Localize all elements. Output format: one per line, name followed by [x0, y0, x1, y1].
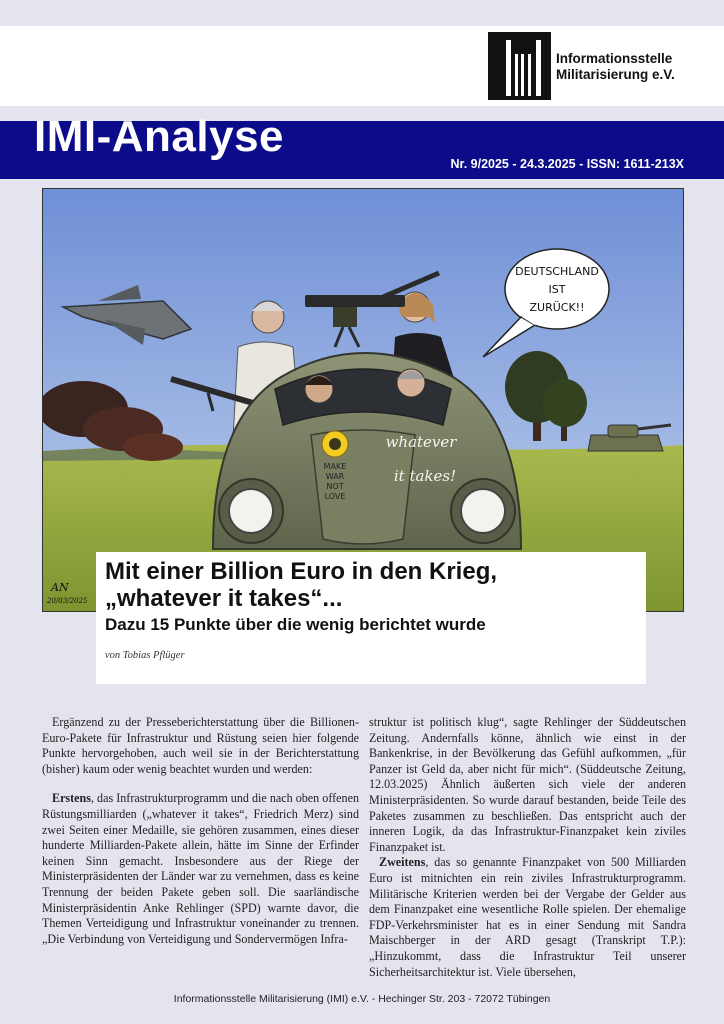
article-title-box [96, 552, 646, 684]
car-slogan-line1: MAKE [323, 462, 347, 471]
car-slogan-line3: NOT [326, 482, 344, 491]
paragraph-continued: struktur ist politisch klug“, sagte Rehlinger der Süddeutschen Zeitung. Andernfalls könne, ähnlich wie einst in der Bankenkrise, in der Bevölkerung das Gefühl aufkommen, „für Panzer ist Geld da, aber nicht für mich“. (Süddeutsche Zeitung, 12.03.2025) Ähnlich äußerten sich viele der anderen Ministerpräsidenten. So wurde darauf bestanden, beide Teile des Paketes zusammen zu beschließen. Das entspricht auch der inneren Logik, da das Infrastruktur-Finanzpaket kein ziviles Finanzpaket ist. [369, 715, 686, 854]
artist-signature-date: 20/03/2025 [47, 597, 88, 605]
car-slogan-line4: LOVE [324, 492, 346, 501]
paragraph-erstens-text: , das Infrastrukturprogramm und die nach oben offenen Rüstungsmilliarden („whatever it takes“, Friedrich Merz) sind zwei Seiten einer Medaille, sie gehören zusammen, eines dieser hunderte Milliarden-Pakete allein, hätte im Sinne der Erfinder keinen Sinn gemacht. Insbesondere aus der Riege der Ministerpräsidenten der Länder war zu vernehmen, dass es keine Trennung der beiden Pakete geben soll. Die saarländische Ministerpräsidentin Anke Rehlinger (SPD) warnte davor, die Themen Verteidigung und Infrastruktur voneinander zu trennen. „Die Verbindung von Verteidigung und Sondervermögen Infra- [42, 791, 359, 946]
series-title: IMI-Analyse [34, 112, 285, 161]
speech-bubble-line3: ZURÜCK!! [529, 301, 585, 314]
car-slogan-line2: WAR [325, 472, 345, 481]
paragraph-zweitens-text: , das so genannte Finanzpaket von 500 Milliarden Euro ist mitnichten ein rein ziviles Infrastrukturprogramm. Militärische Kriterien werden bei der Vergabe der Gelder aus dem Finanzpaket eine wesentliche Rolle spielen. Der ehemalige FDP-Verkehrsminister hat es in einer Sendung mit Sandra Maischberger in der ARD gesagt (Transkript T.P.): „Hinzukommt, dass die Infrastruktur Teil unserer Sicherheitsarchitektur ist. Viele übersehen, [369, 855, 686, 979]
paragraph-intro: Ergänzend zu der Presseberichterstattung über die Billionen-Euro-Pakete für Infrastruktur und Rüstung seien hier folgende Punkte hervorgehoben, auch weil sie in der Berichterstattung (bisher) kaum oder wenig beachtet wurden und werden: [42, 715, 359, 776]
headline-line2: „whatever it takes“... [105, 585, 343, 612]
top-margin-band [0, 0, 724, 26]
paragraph-zweitens-lead: Zweitens [379, 855, 426, 870]
issue-info: Nr. 9/2025 - 24.3.2025 - ISSN: 1611-213X [450, 157, 684, 171]
organization-name [556, 51, 675, 83]
org-name-line2: Militarisierung e.V. [556, 67, 675, 82]
imi-logo-mark [488, 32, 551, 100]
car-script-line1: whatever [385, 433, 457, 451]
article-byline: von Tobias Pflüger [105, 650, 185, 661]
paragraph-zweitens [369, 855, 686, 980]
artist-signature: AN [51, 581, 69, 594]
paragraph-erstens [42, 791, 359, 947]
car-script-line2: it takes! [393, 467, 457, 485]
headline-line1: Mit einer Billion Euro in den Krieg, [105, 558, 498, 585]
page-footer: Informationsstelle Militarisierung (IMI) e.V. - Hechinger Str. 203 - 72072 Tübingen [173, 993, 551, 1005]
paragraph-erstens-lead: Erstens [52, 791, 91, 806]
article-subheadline: Dazu 15 Punkte über die wenig berichtet wurde [105, 615, 486, 634]
article-headline [105, 558, 646, 612]
cover-cartoon [42, 188, 684, 612]
cartoon-illustration [43, 189, 684, 612]
body-column-right [369, 715, 686, 980]
sunflower-icon [322, 431, 348, 457]
org-name-line1: Informationsstelle [556, 51, 673, 66]
speech-bubble-line1: DEUTSCHLAND [515, 265, 599, 278]
imi-logo [488, 32, 700, 102]
speech-bubble-line2: IST [548, 283, 566, 296]
body-column-left [42, 715, 359, 947]
